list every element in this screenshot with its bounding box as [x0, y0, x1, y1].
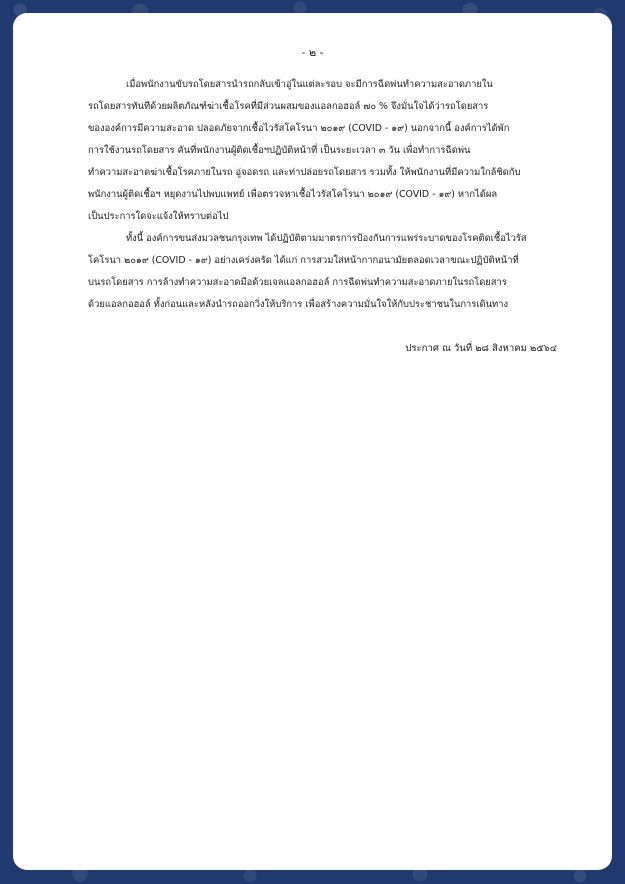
announcement-date: ประกาศ ณ วันที่ ๒๘ สิงหาคม ๒๕๖๔	[405, 343, 557, 354]
document-page	[13, 13, 612, 870]
paragraph-line: เป็นประการใดจะแจ้งให้ทราบต่อไป	[88, 211, 229, 222]
page-number: - ๒ -	[301, 46, 324, 59]
paragraph-line: การใช้งานรถโดยสาร คันที่พนักงานผู้ติดเชื้อฯปฏิบัติหน้าที่ เป็นระยะเวลา ๓ วัน เพื่อทำการฉีดพ่น	[88, 145, 471, 156]
paragraph-1	[88, 74, 558, 228]
paragraph-line: พนักงานผู้ติดเชื้อฯ หยุดงานไปพบแพทย์ เพื่อตรวจหาเชื้อไวรัสโคโรนา ๒๐๑๙ (COVID - ๑๙) หากได้ผล	[88, 189, 498, 200]
paragraph-line: ทั้งนี้ องค์การขนส่งมวลชนกรุงเทพ ได้ปฏิบัติตามมาตรการป้องกันการแพร่ระบาดของโรคติดเชื้อไวรัส	[126, 233, 527, 244]
paragraph-2	[88, 228, 558, 316]
paragraph-line: บนรถโดยสาร การล้างทำความสะอาดมือด้วยเจลแอลกอฮอล์ การฉีดพ่นทำความสะอาดภายในรถโดยสาร	[88, 277, 507, 288]
paragraph-line: ทำความสะอาดฆ่าเชื้อโรคภายในรถ อู่จอดรถ และท่าปล่อยรถโดยสาร รวมทั้ง ให้พนักงานที่มีความใกล้ชิดกับ	[88, 167, 521, 178]
document-body	[88, 74, 558, 316]
paragraph-line: ด้วยแอลกอฮอล์ ทั้งก่อนและหลังนำรถออกวิ่งให้บริการ เพื่อสร้างความมั่นใจให้กับประชาชนในการเดินทาง	[88, 299, 509, 310]
paragraph-line: เมื่อพนักงานขับรถโดยสารนำรถกลับเข้าอู่ในแต่ละรอบ จะมีการฉีดพ่นทำความสะอาดภายใน	[126, 79, 493, 90]
paragraph-line: ขององค์การมีความสะอาด ปลอดภัยจากเชื้อไวรัสโคโรนา ๒๐๑๙ (COVID - ๑๙) นอกจากนี้ องค์การได้พัก	[88, 123, 510, 134]
paragraph-line: โคโรนา ๒๐๑๙ (COVID - ๑๙) อย่างเคร่งครัด ได้แก่ การสวมใส่หน้ากากอนามัยตลอดเวลาขณะปฏิบัติหน้าที่	[88, 255, 519, 266]
paragraph-line: รถโดยสารทันทีด้วยผลิตภัณฑ์ฆ่าเชื้อโรคที่มีส่วนผสมของแอลกอฮอล์ ๗๐ % จึงมั่นใจได้ว่ารถโดยสาร	[88, 101, 489, 112]
